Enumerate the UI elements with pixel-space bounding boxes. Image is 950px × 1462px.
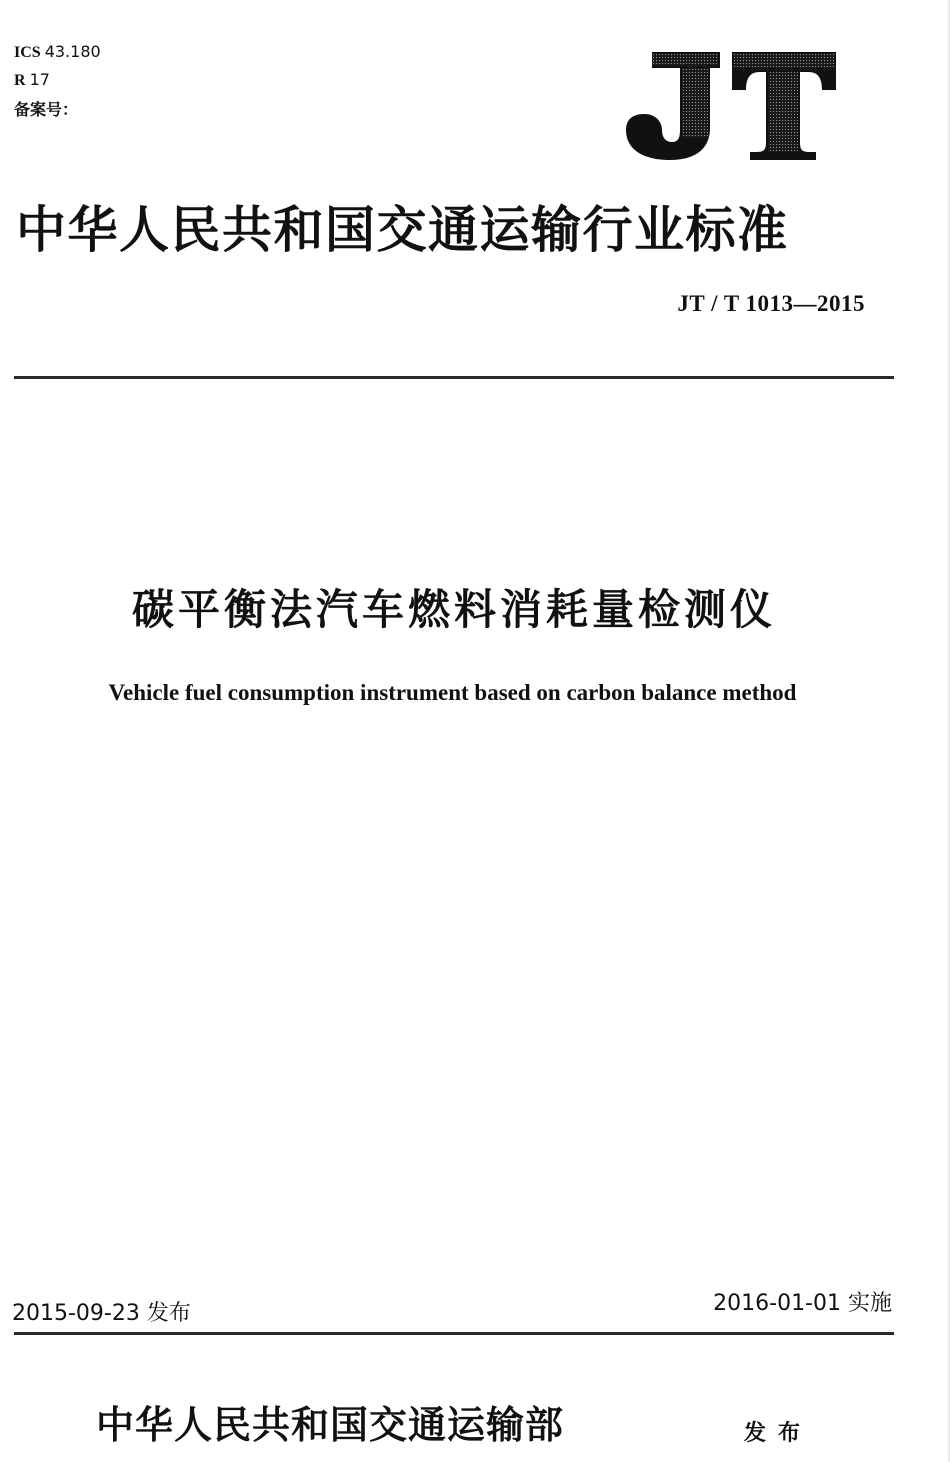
top-divider [14,376,894,379]
issuing-authority: 中华人民共和国交通运输部 [96,1402,565,1447]
issued-label: 发布 [744,1421,813,1446]
document-title-chinese: 碳平衡法汽车燃料消耗量检测仪 [131,585,776,634]
ccs-code: 17 [29,70,50,89]
jt-logo [622,50,840,162]
industry-standard-title: 中华人民共和国交通运输行业标准 [16,200,789,259]
ccs-label: R [14,72,26,89]
ccs-classification [14,70,50,91]
effective-date: 2016-01-01 实施 [713,1291,892,1316]
issue-date: 2015-09-23 发布 [12,1301,191,1326]
ics-label: ICS [14,44,41,61]
document-title-english: Vehicle fuel consumption instrument based on carbon balance method [108,680,797,705]
scan-edge-shadow [946,0,950,1462]
bottom-divider [14,1332,894,1335]
ics-classification [14,42,101,63]
ics-code: 43.180 [44,42,101,61]
record-number-label: 备案号： [14,100,79,119]
standard-number: JT / T 1013—2015 [677,291,865,316]
